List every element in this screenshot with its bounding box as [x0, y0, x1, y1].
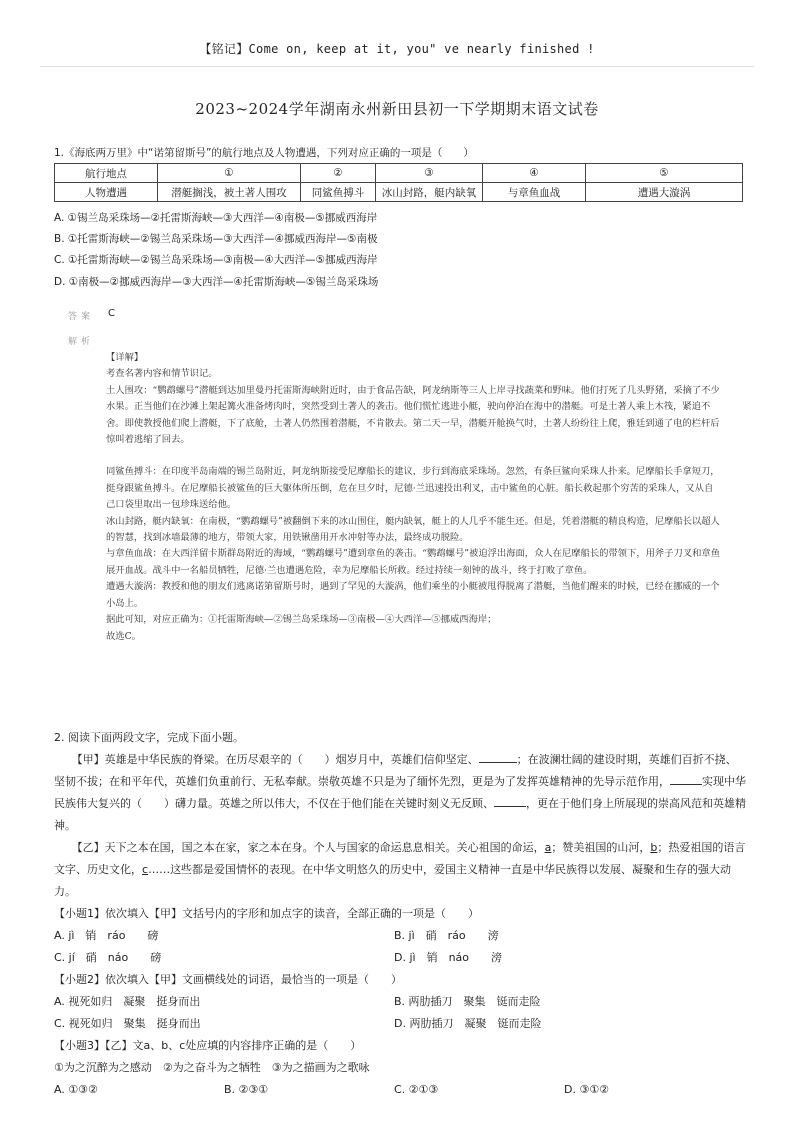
option-a[interactable]: A. jì 销 ráo 磅 — [54, 929, 159, 942]
option-d[interactable]: D. jì 销 náo 滂 — [394, 951, 503, 964]
passage-text: ……这些都是爱国情怀的表现。在中华文明悠久的历史中，爱国主义精神一直是中华民族得以发展、凝聚和生存的强大动力。 — [54, 863, 732, 898]
subquestion-1-stem: 【小题1】依次填入【甲】文括号内的字形和加点字的读音，全部正确的一项是（ ） — [54, 907, 479, 920]
analysis-label: 解析 — [68, 337, 95, 347]
table-cell: ⑤ — [586, 164, 743, 183]
analysis-line: 冰山封路，艇内缺氧：在南极，“鹦鹉螺号”被翻倒下来的冰山围住，艇内缺氧，艇上的人几乎不能生还。但是，凭着潜艇的精良构造，尼摩船长以超人的智慧，找到冰墙最薄的地方，带领大家，用铁锹凿用开水冲射等办法，最终成功脱险。 — [106, 515, 720, 544]
option-b[interactable]: B. ②③① — [224, 1083, 269, 1096]
subquestion-2-options-row — [54, 1013, 746, 1035]
table-cell: ④ — [483, 164, 586, 183]
fill-blank[interactable] — [479, 750, 517, 763]
table-cell: ③ — [376, 164, 483, 183]
option-d[interactable]: D. 两肋插刀 凝聚 铤而走险 — [394, 1017, 542, 1030]
option-a[interactable]: A. 视死如归 凝聚 挺身而出 — [54, 995, 201, 1008]
passage-yi — [54, 837, 746, 903]
passage-text: ，更在于他们身上所展现的崇高风范和英雄精神。 — [54, 797, 746, 832]
subquestion-2-stem: 【小题2】依次填入【甲】文画横线处的词语，最恰当的一项是（ ） — [54, 973, 402, 986]
fill-blank[interactable] — [670, 772, 702, 785]
answer-value: C — [108, 308, 115, 319]
table-cell: ② — [301, 164, 376, 183]
question-1-options — [54, 208, 378, 293]
question-2 — [54, 727, 746, 1101]
subquestion-1-options-row — [54, 947, 746, 969]
option-b[interactable]: B. ①托雷斯海峡—②锡兰岛采珠场—③大西洋—④挪威西海岸—⑤南极 — [54, 233, 378, 246]
blank-marker-c: c — [142, 863, 149, 876]
analysis-line: 同鲨鱼搏斗：在印度半岛南端的锡兰岛附近，阿龙纳斯接受尼摩船长的建议，步行到海底采珠场。忽然，有条巨鲨向采珠人扑来。尼摩船长手拿短刀，挺身跟鲨鱼搏斗。在尼摩船长被鲨鱼的巨大躯体所压倒，危在旦夕时，尼德·兰迅速投出利叉，击中鲨鱼的心脏。船长救起那个穷苦的采珠人，又从自己口袋里取出一包珍珠送给他。 — [106, 466, 720, 511]
answer-label: 答案 — [68, 312, 95, 322]
option-c[interactable]: C. 视死如归 聚集 挺身而出 — [54, 1017, 201, 1030]
option-d[interactable]: D. ③①② — [564, 1083, 610, 1096]
question-2-stem: 2. 阅读下面两段文字，完成下面小题。 — [54, 731, 244, 744]
subquestion-3-items: ①为之沉醉为之感动 ②为之奋斗为之牺牲 ③为之描画为之歌咏 — [54, 1061, 370, 1074]
table-cell: 冰山封路，艇内缺氧 — [376, 183, 483, 202]
motto-banner: 【铭记】Come on, keep at it, you" ve nearly finished ! — [199, 42, 595, 56]
passage-jia — [54, 749, 746, 837]
option-a[interactable]: A. ①③② — [54, 1083, 98, 1096]
table-cell: 潜艇搁浅，被土著人围攻 — [158, 183, 301, 202]
fill-blank[interactable] — [494, 794, 526, 807]
passage-text: ；赞美祖国的山河， — [551, 841, 651, 854]
table-cell: 遭遇大漩涡 — [586, 183, 743, 202]
analysis-gap — [106, 448, 721, 464]
passage-text: ；热爱祖国的语言文字、历史文化， — [54, 841, 746, 876]
passage-text: 实现中华民族伟大复兴的（ ）礴力量。英雄之所以伟大，不仅在于他们能在关键时刻义无反顾、 — [54, 775, 746, 810]
analysis-line: 遭遇大漩涡：教授和他的朋友们逃离诺第留斯号时，遇到了罕见的大漩涡，他们乘坐的小艇被甩得脱离了潜艇，当他们醒来的时候，已经在挪威的一个小岛上。 — [106, 581, 720, 609]
passage-text: 【甲】英雄是中华民族的脊梁。在历尽艰辛的（ ）烟岁月中，英雄们信仰坚定、 — [71, 753, 479, 766]
subquestion-3-stem: 【小题3】【乙】文a、b、c处应填的内容排序正确的是（ ） — [54, 1039, 362, 1052]
analysis-line: 【详解】 — [106, 352, 144, 363]
blank-marker-b: b — [650, 841, 658, 854]
analysis-line: 与章鱼血战：在大西洋留卡斯群岛附近的海域，“鹦鹉螺号”遭到章鱼的袭击。“鹦鹉螺号”被迫浮出海面，众人在尼摩船长的带领下，用斧子刀叉和章鱼展开血战。战斗中一名船员牺牲，尼德·兰也遭遇危险，幸为尼摩船长所救。经过持续一刻钟的战斗，终于打败了章鱼。 — [106, 548, 721, 576]
table-cell: 与章鱼血战 — [483, 183, 586, 202]
table-cell: ① — [158, 164, 301, 183]
subquestion-1-options-row — [54, 925, 746, 947]
blank-marker-a: a — [544, 841, 552, 854]
question-1-table — [54, 163, 743, 202]
table-cell: 人物遭遇 — [55, 183, 158, 202]
passage-text: ；在波澜壮阔的建设时期，英雄们百折不挠、坚韧不拔；在和平年代，英雄们负重前行、无私奉献。崇敬英雄不只是为了缅怀先烈，更是为了发挥英雄精神的先导示范作用， — [54, 753, 737, 788]
page-title: 2023~2024学年湖南永州新田县初一下学期期末语文试卷 — [195, 100, 599, 118]
analysis-line: 考查名著内容和情节识记。 — [106, 368, 218, 380]
analysis-line: 据此可知，对应正确为：①托雷斯海峡—②锡兰岛采珠场—③南极—④大西洋—⑤挪威西海岸； — [106, 614, 497, 626]
option-c[interactable]: C. ②①③ — [394, 1083, 439, 1096]
option-b[interactable]: B. 两肋插刀 聚集 铤而走险 — [394, 995, 541, 1008]
option-c[interactable]: C. ①托雷斯海峡—②锡兰岛采珠场—③南极—④大西洋—⑤挪威西海岸 — [54, 254, 378, 267]
subquestion-3-options-row — [54, 1079, 746, 1101]
question-1-stem: 1.《海底两万里》中“诺第留斯号”的航行地点及人物遭遇，下列对应正确的一项是（ ） — [54, 147, 474, 159]
option-c[interactable]: C. jí 硝 náo 磅 — [54, 951, 162, 964]
option-b[interactable]: B. jì 硝 ráo 滂 — [394, 929, 499, 942]
table-cell: 同鲨鱼搏斗 — [301, 183, 376, 202]
passage-text: 【乙】天下之本在国，国之本在家，家之本在身。个人与国家的命运息息相关。关心祖国的命运， — [71, 841, 545, 854]
option-a[interactable]: A. ①锡兰岛采珠场—②托雷斯海峡—③大西洋—④南极—⑤挪威西海岸 — [54, 212, 378, 224]
option-d[interactable]: D. ①南极—②挪威西海岸—③大西洋—④托雷斯海峡—⑤锡兰岛采珠场 — [54, 275, 379, 288]
subquestion-2-options-row — [54, 991, 746, 1013]
table-cell: 航行地点 — [55, 164, 158, 183]
analysis-block — [106, 350, 721, 645]
table-row — [55, 164, 743, 183]
header-divider — [40, 66, 754, 67]
analysis-line: 故选C。 — [106, 630, 142, 642]
analysis-line: 土人围攻：“鹦鹉螺号”潜艇到达加里曼丹托雷斯海峡附近时，由于食品告缺，阿龙纳斯等三人上岸寻找蔬菜和野味。他们打死了几头野猪，采摘了不少水果。正当他们在沙滩上架起篝火准备烤肉时，突然受到土著人的袭击。他们慌忙逃进小艇，驶向停泊在海中的潜艇。可是土著人乘上木筏，紧追不舍。即使教授他们爬上潜艇，下了底舱，土著人仍然围着潜艇，不肯散去。第二天一早，潜艇开舱换气时，土著人纷纷往上爬，雅廷到通了电的栏杆后惊叫着逃缩了回去。 — [106, 384, 720, 446]
table-row — [55, 183, 743, 202]
